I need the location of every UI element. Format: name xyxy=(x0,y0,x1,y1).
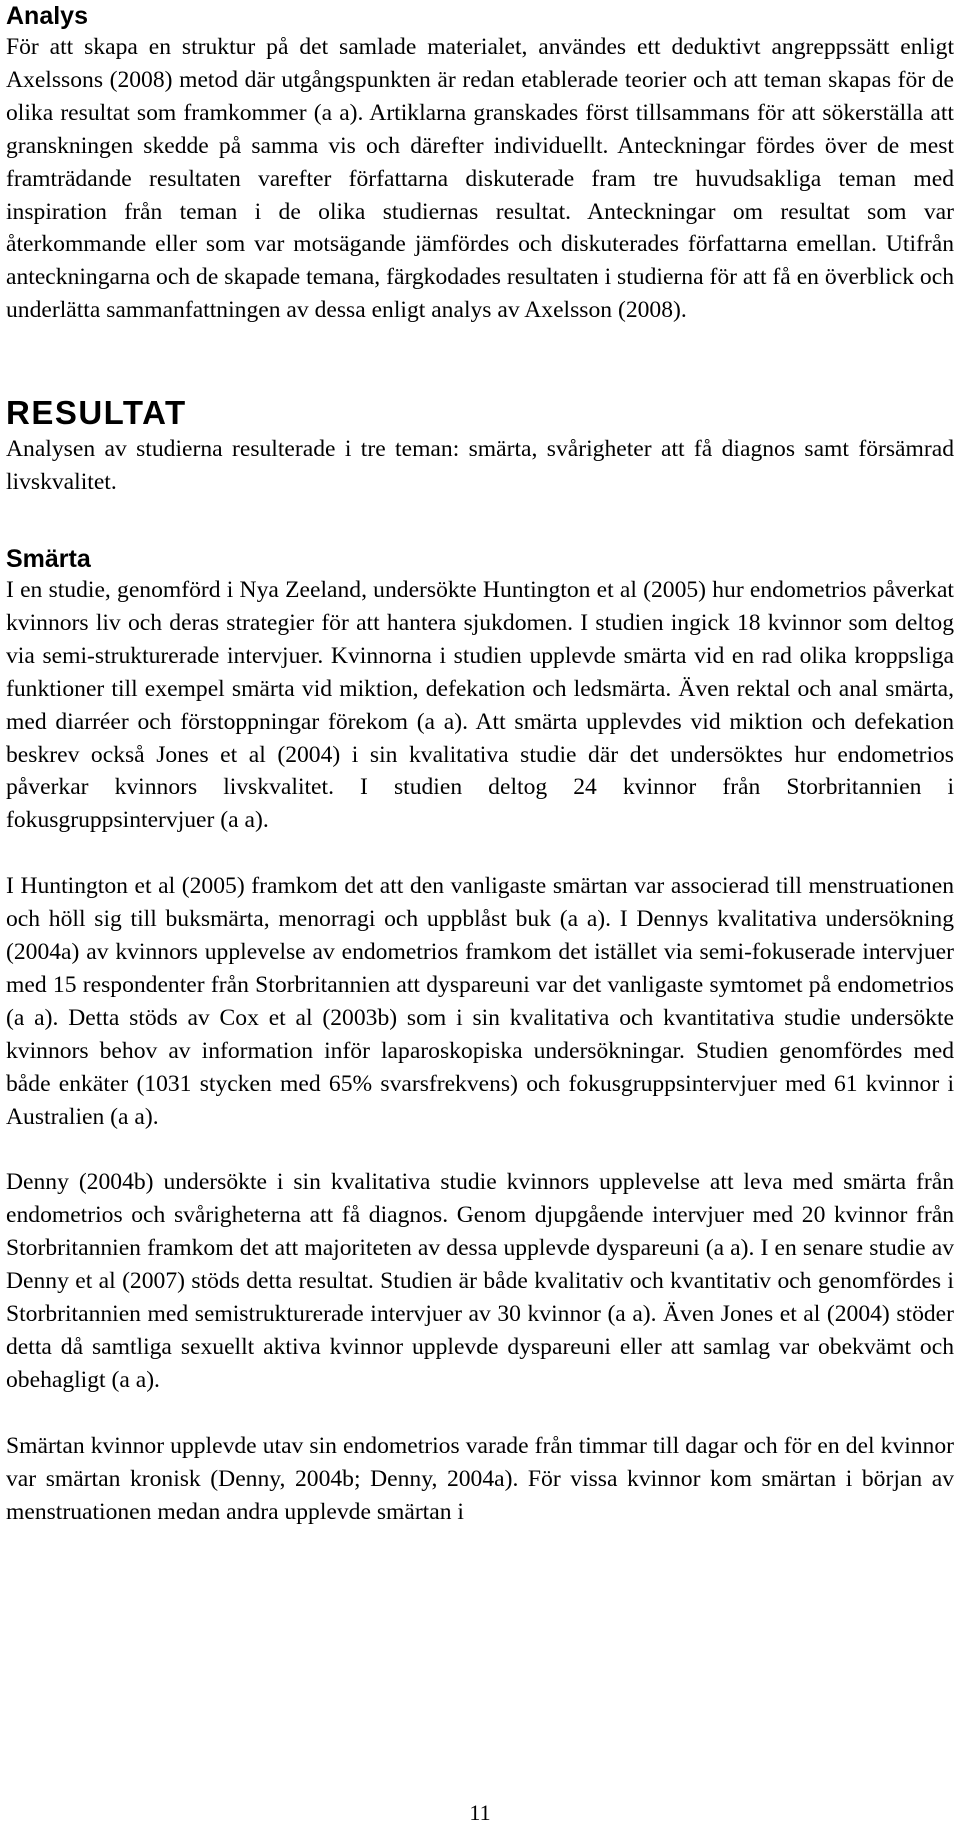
smarta-paragraph-4: Smärtan kvinnor upplevde utav sin endometrios varade från timmar till dagar och för en del kvinnor var smärtan kronisk (Denny, 2004b; Denny, 2004a). För vissa kvinnor kom smärtan i början av menstruationen medan andra upplevde smärtan i xyxy=(6,1432,954,1525)
smarta-paragraph-3: Denny (2004b) undersökte i sin kvalitativa studie kvinnors upplevelse att leva med smärta från endometrios och svårigheterna att få diagnos. Genom djupgående intervjuer med 20 kvinnor från Storbritannien framkom det att majoriteten av dessa upplevde dyspareuni (a a). I en senare studie av Denny et al (2007) stöds detta resultat. Studien är både kvalitativ och kvantitativ och genomfördes i Storbritannien med semistrukturerade intervjuer av 30 kvinnor (a a). Även Jones et al (2004) stöder detta då samtliga sexuellt aktiva kvinnor upplevde dyspareuni eller att samlag var obekvämt och obehagligt (a a). xyxy=(6,1169,954,1393)
document-page xyxy=(6,0,954,1529)
smarta-paragraph-1: I en studie, genomförd i Nya Zeeland, undersökte Huntington et al (2005) hur endometrios påverkat kvinnors liv och deras strategier för att hantera sjukdomen. I studien ingick 18 kvinnor som deltog via semi-strukturerade intervjuer. Kvinnorna i studien upplevde smärta vid en rad olika kroppsliga funktioner till exempel smärta vid miktion, defekation och ledsmärta. Även rektal och anal smärta, med diarréer och förstoppningar förekom (a a). Att smärta upplevdes vid miktion och defekation beskrev också Jones et al (2004) i sin kvalitativa studie där det undersöktes hur endometrios påverkar kvinnors livskvalitet. I studien deltog 24 kvinnor från Storbritannien i fokusgruppsintervjuer (a a). xyxy=(6,576,954,834)
subsection-heading-smarta: Smärta xyxy=(6,544,91,573)
analys-paragraph: För att skapa en struktur på det samlade materialet, användes ett deduktivt angreppssätt enligt Axelssons (2008) metod där utgångspunkten är redan etablerade teorier och att teman skapas för de olika resultat som framkommer (a a). Artiklarna granskades först tillsammans för att sökerställa att granskningen skedde på samma vis och därefter individuellt. Anteckningar fördes över de mest framträdande resultaten varefter författarna diskuterade fram tre huvudsakliga teman med inspiration från teman i de olika studiernas resultat. Anteckningar om resultat som var återkommande eller som var motsägande jämfördes och diskuterades författarna emellan. Utifrån anteckningarna och de skapade temana, färgkodades resultaten i studierna för att få en överblick och underlätta sammanfattningen av dessa enligt analys av Axelsson (2008). xyxy=(6,34,954,324)
resultat-intro-paragraph: Analysen av studierna resulterade i tre teman: smärta, svårigheter att få diagnos samt försämrad livskvalitet. xyxy=(6,436,954,496)
smarta-paragraph-2: I Huntington et al (2005) framkom det att den vanligaste smärtan var associerad till menstruationen och höll sig till buksmärta, menorragi och uppblåst buk (a a). I Dennys kvalitativa undersökning (2004a) av kvinnors upplevelse av endometrios framkom det istället via semi-fokuserade intervjuer med 15 respondenter från Storbritannien att dyspareuni var det vanligaste symtomet på endometrios (a a). Detta stöds av Cox et al (2003b) som i sin kvalitativa och kvantitativa studie undersökte kvinnors behov av information inför laparoskopiska undersökningar. Studien genomfördes med både enkäter (1031 stycken med 65% svarsfrekvens) och fokusgruppsintervjuer med 61 kvinnor i Australien (a a). xyxy=(6,873,954,1130)
section-heading-analys: Analys xyxy=(6,2,88,30)
section-heading-resultat: RESULTAT xyxy=(6,394,187,432)
page-number: 11 xyxy=(469,1800,491,1825)
